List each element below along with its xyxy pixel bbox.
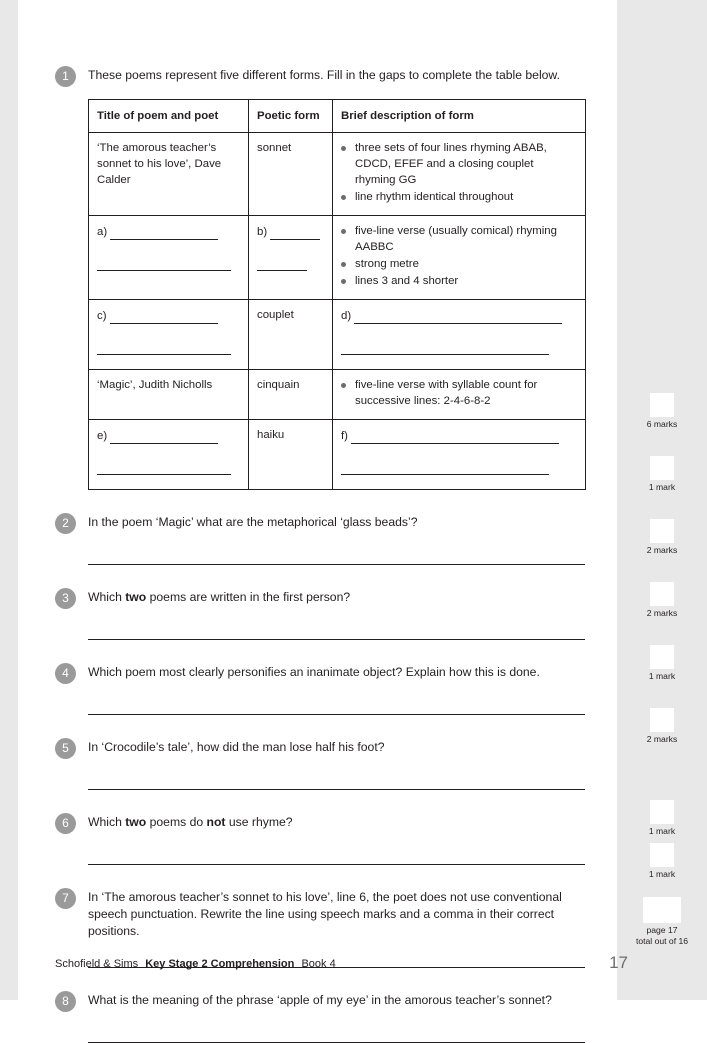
poetic-forms-table bbox=[88, 99, 586, 490]
left-margin-band bbox=[0, 0, 18, 1000]
answer-blank-e1[interactable] bbox=[110, 427, 218, 444]
cell-form: sonnet bbox=[249, 133, 333, 216]
marks-entry-7[interactable] bbox=[617, 800, 707, 837]
question-text bbox=[88, 587, 585, 606]
bullet-item: five-line verse (usually comical) rhyming AABBC bbox=[341, 223, 577, 255]
table-row bbox=[89, 216, 586, 300]
blank-label-c: c) bbox=[97, 310, 107, 322]
question-2 bbox=[55, 512, 585, 534]
question-text: In the poem ‘Magic’ what are the metaphorical ‘glass beads’? bbox=[88, 515, 418, 529]
answer-blank-d1[interactable] bbox=[354, 307, 562, 324]
marks-label: 2 marks bbox=[646, 734, 678, 744]
answer-blank-a2[interactable] bbox=[97, 254, 231, 271]
cell-description bbox=[333, 216, 586, 300]
answer-blank-d2[interactable] bbox=[341, 338, 549, 355]
answer-blank-e2[interactable] bbox=[97, 458, 231, 475]
question-number: 5 bbox=[55, 738, 76, 759]
answer-blank-b2[interactable] bbox=[257, 254, 307, 271]
blank-label-e: e) bbox=[97, 430, 108, 442]
marks-input-box[interactable] bbox=[650, 519, 674, 543]
blank-label-d: d) bbox=[341, 310, 352, 322]
table-row bbox=[89, 133, 586, 216]
question-text: In ‘Crocodile’s tale’, how did the man lose half his foot? bbox=[88, 740, 385, 754]
marks-label: 2 marks bbox=[646, 545, 678, 555]
q6-part1: Which bbox=[88, 815, 126, 829]
answer-line[interactable] bbox=[88, 864, 585, 865]
question-text bbox=[88, 812, 585, 831]
table-row bbox=[89, 370, 586, 420]
cell-form-blank[interactable] bbox=[249, 216, 333, 300]
marks-input-box[interactable] bbox=[650, 456, 674, 480]
cell-description-blank[interactable] bbox=[333, 300, 586, 370]
answer-blank-f2[interactable] bbox=[341, 458, 549, 475]
table-row bbox=[89, 420, 586, 490]
question-3 bbox=[55, 587, 585, 609]
blank-label-f: f) bbox=[341, 430, 348, 442]
question-1 bbox=[55, 65, 585, 87]
marks-input-box[interactable] bbox=[650, 708, 674, 732]
marks-input-box[interactable] bbox=[650, 800, 674, 824]
q3-emphasis: two bbox=[125, 590, 147, 604]
footer-publisher: Schofield & Sims bbox=[55, 958, 139, 970]
marks-entry-2[interactable] bbox=[617, 456, 707, 493]
blank-label-b: b) bbox=[257, 226, 268, 238]
question-text: In ‘The amorous teacher’s sonnet to his love’, line 6, the poet does not use conventional speech punctuation. Rewrite the line using speech marks and a comma in their correct positions. bbox=[88, 890, 562, 938]
marks-entry-6[interactable] bbox=[617, 708, 707, 745]
page-footer bbox=[55, 953, 628, 972]
footer-text bbox=[55, 958, 336, 970]
marks-label: 1 mark bbox=[648, 671, 676, 681]
table-row bbox=[89, 300, 586, 370]
page-total-input-box[interactable] bbox=[643, 897, 681, 923]
bullet-item: lines 3 and 4 shorter bbox=[341, 273, 577, 289]
marks-entry-4[interactable] bbox=[617, 582, 707, 619]
answer-line[interactable] bbox=[88, 564, 585, 565]
q6-emphasis-not: not bbox=[206, 815, 226, 829]
answer-blank-f1[interactable] bbox=[351, 427, 559, 444]
cell-description bbox=[333, 133, 586, 216]
question-number: 6 bbox=[55, 813, 76, 834]
marks-label: 1 mark bbox=[648, 826, 676, 836]
cell-title-blank[interactable] bbox=[89, 216, 249, 300]
question-7 bbox=[55, 887, 585, 940]
page-total-label-line1: page 17 bbox=[646, 925, 678, 935]
answer-line[interactable] bbox=[88, 714, 585, 715]
question-text: These poems represent five different forms. Fill in the gaps to complete the table below. bbox=[88, 68, 560, 82]
q3-part3: poems are written in the first person? bbox=[146, 590, 351, 604]
marks-entry-5[interactable] bbox=[617, 645, 707, 682]
bullet-item: three sets of four lines rhyming ABAB, CDCD, EFEF and a closing couplet rhyming GG bbox=[341, 140, 577, 188]
question-number: 1 bbox=[55, 66, 76, 87]
cell-description-blank[interactable] bbox=[333, 420, 586, 490]
marks-input-box[interactable] bbox=[650, 393, 674, 417]
answer-blank-c2[interactable] bbox=[97, 338, 231, 355]
question-number: 8 bbox=[55, 991, 76, 1012]
answer-blank-c1[interactable] bbox=[110, 307, 218, 324]
bullet-item: five-line verse with syllable count for successive lines: 2-4-6-8-2 bbox=[341, 377, 577, 409]
column-header-form: Poetic form bbox=[249, 100, 333, 133]
cell-title: ‘The amorous teacher’s sonnet to his love’, Dave Calder bbox=[89, 133, 249, 216]
page-total-entry[interactable] bbox=[617, 897, 707, 947]
marks-label: 6 marks bbox=[646, 419, 678, 429]
bullet-item: strong metre bbox=[341, 256, 577, 272]
column-header-title: Title of poem and poet bbox=[89, 100, 249, 133]
page-total-label-line2: total out of 16 bbox=[635, 936, 689, 946]
question-number: 4 bbox=[55, 663, 76, 684]
table-header-row bbox=[89, 100, 586, 133]
q6-part3: poems do bbox=[146, 815, 207, 829]
footer-book: Book 4 bbox=[301, 958, 336, 970]
page-number: 17 bbox=[609, 953, 628, 972]
marks-entry-1[interactable] bbox=[617, 393, 707, 430]
marks-input-box[interactable] bbox=[650, 582, 674, 606]
question-number: 7 bbox=[55, 888, 76, 909]
marks-entry-8[interactable] bbox=[617, 843, 707, 880]
question-8 bbox=[55, 990, 585, 1012]
answer-line[interactable] bbox=[88, 789, 585, 790]
answer-line[interactable] bbox=[88, 639, 585, 640]
cell-form: cinquain bbox=[249, 370, 333, 420]
answer-blank-b1[interactable] bbox=[270, 223, 320, 240]
question-number: 3 bbox=[55, 588, 76, 609]
question-4 bbox=[55, 662, 585, 684]
cell-form: couplet bbox=[249, 300, 333, 370]
q3-part1: Which bbox=[88, 590, 126, 604]
marks-label: 1 mark bbox=[648, 482, 676, 492]
marks-label: 2 marks bbox=[646, 608, 678, 618]
cell-title: ‘Magic’, Judith Nicholls bbox=[89, 370, 249, 420]
column-header-description: Brief description of form bbox=[333, 100, 586, 133]
question-5 bbox=[55, 737, 585, 759]
q6-part5: use rhyme? bbox=[225, 815, 293, 829]
bullet-item: line rhythm identical throughout bbox=[341, 189, 577, 205]
marks-entry-3[interactable] bbox=[617, 519, 707, 556]
marks-input-box[interactable] bbox=[650, 645, 674, 669]
marks-input-box[interactable] bbox=[650, 843, 674, 867]
marks-label: 1 mark bbox=[648, 869, 676, 879]
blank-label-a: a) bbox=[97, 226, 108, 238]
question-text: Which poem most clearly personifies an inanimate object? Explain how this is done. bbox=[88, 665, 540, 679]
worksheet-content bbox=[55, 55, 585, 1043]
answer-blank-a1[interactable] bbox=[110, 223, 218, 240]
question-number: 2 bbox=[55, 513, 76, 534]
q6-emphasis-two: two bbox=[125, 815, 147, 829]
cell-description bbox=[333, 370, 586, 420]
cell-title-blank[interactable] bbox=[89, 420, 249, 490]
cell-form: haiku bbox=[249, 420, 333, 490]
question-6 bbox=[55, 812, 585, 834]
cell-title-blank[interactable] bbox=[89, 300, 249, 370]
footer-title: Key Stage 2 Comprehension bbox=[145, 958, 295, 970]
question-text: What is the meaning of the phrase ‘apple of my eye’ in the amorous teacher’s sonnet? bbox=[88, 993, 552, 1007]
